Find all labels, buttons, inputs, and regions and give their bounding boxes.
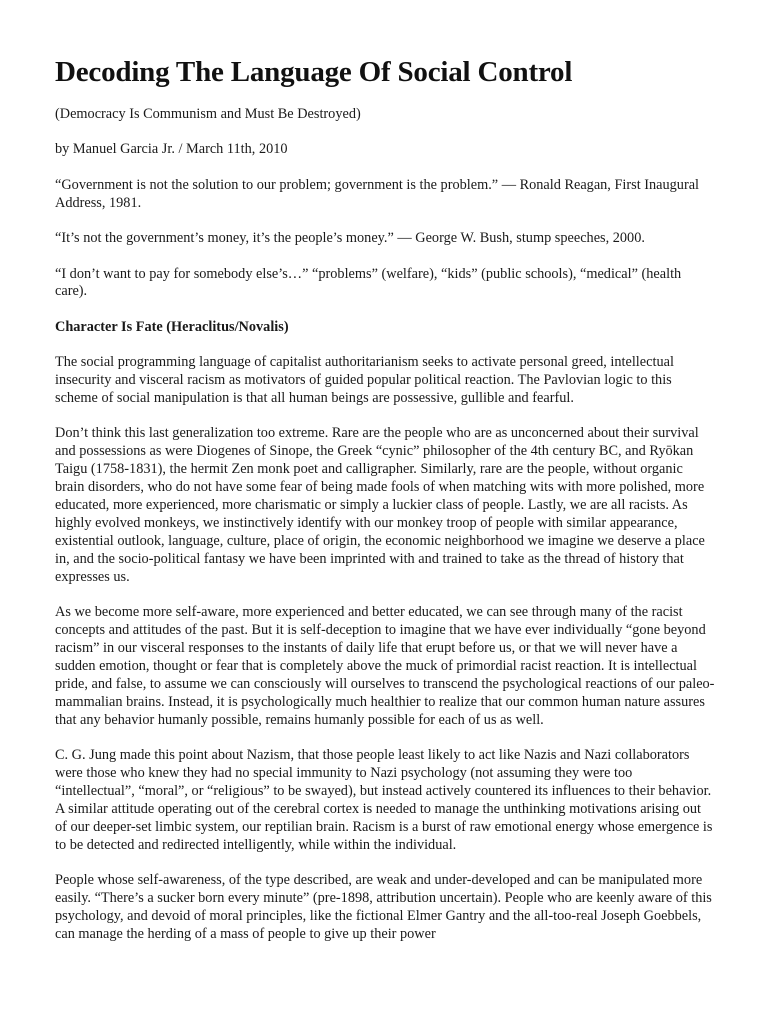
paragraph: C. G. Jung made this point about Nazism, that those people least likely to act like Nazis and Nazi collaborators were those who knew they had no special immunity to Nazi psychology (not assuming they were too “intellectual”, “moral”, or “religious” to be swayed), but instead actively countered its influences to their behavior. A similar attitude operating out of the cerebral cortex is needed to manage the unthinking motivations arising out of our deeper-set limbic system, our reptilian brain. Racism is a burst of raw emotional energy whose emergence is to be detected and redirected intelligently, while within the individual. — [55, 746, 713, 853]
document-byline: by Manuel Garcia Jr. / March 11th, 2010 — [55, 141, 288, 158]
quote-reagan: “Government is not the solution to our problem; government is the problem.” — Ronald Reagan, First Inaugural Address, 1981. — [55, 176, 700, 211]
quote-bush: “It’s not the government’s money, it’s the people’s money.” — George W. Bush, stump speeches, 2000. — [55, 230, 645, 247]
section-heading: Character Is Fate (Heraclitus/Novalis) — [55, 318, 289, 335]
document-subtitle: (Democracy Is Communism and Must Be Destroyed) — [55, 106, 361, 122]
paragraph: Don’t think this last generalization too extreme. Rare are the people who are as unconcerned about their survival and possessions as were Diogenes of Sinope, the Greek “cynic” philosopher of the 4th century BC, and Ryōkan Taigu (1758-1831), the hermit Zen monk poet and calligrapher. Similarly, rare are the people, without organic brain disorders, who do not have some fear of being made fools of when matching wits with more polished, more educated, more experienced, more charismatic or simply a luckier class of people. Lastly, we are all racists. As highly evolved monkeys, we instinctively identify with our monkey troop of people with similar appearance, existential outlook, language, culture, place of origin, the economic neighborhood we imagine we deserve a place in, and the socio-political fantasy we have been imprinted with and trained to take as the thread of history that expresses us. — [55, 425, 705, 585]
quote-somebody-else: “I don’t want to pay for somebody else’s…” “problems” (welfare), “kids” (public schools), “medical” (health care). — [55, 265, 682, 300]
document-title: Decoding The Language Of Social Control — [55, 56, 573, 88]
paragraph: As we become more self-aware, more experienced and better educated, we can see through many of the racist concepts and attitudes of the past. But it is self-deception to imagine that we have ever individually “gone beyond racism” in our visceral responses to the instants of daily life that erupt before us, or that we will never have a sudden emotion, thought or fear that is completely above the muck of primordial racist reaction. It is intellectual pride, and false, to assume we can consciously will ourselves to transcend the psychological reactions of our paleo-mammalian brains. Instead, it is psychologically much healthier to realize that our common human nature assures that any behavior humanly possible, remains humanly possible for each of us as well. — [55, 604, 715, 728]
document-page — [55, 54, 715, 961]
paragraph: People whose self-awareness, of the type described, are weak and under-developed and can be manipulated more easily. “There’s a sucker born every minute” (pre-1898, attribution uncertain). People who are keenly aware of this psychology, and devoid of moral principles, like the fictional Elmer Gantry and the all-too-real Joseph Goebbels, can manage the herding of a mass of people to give up their power — [55, 871, 712, 942]
paragraph: The social programming language of capitalist authoritarianism seeks to activate personal greed, intellectual insecurity and visceral racism as motivators of guided popular political reaction. The Pavlovian logic to this scheme of social manipulation is that all human beings are possessive, gullible and fearful. — [55, 354, 674, 407]
